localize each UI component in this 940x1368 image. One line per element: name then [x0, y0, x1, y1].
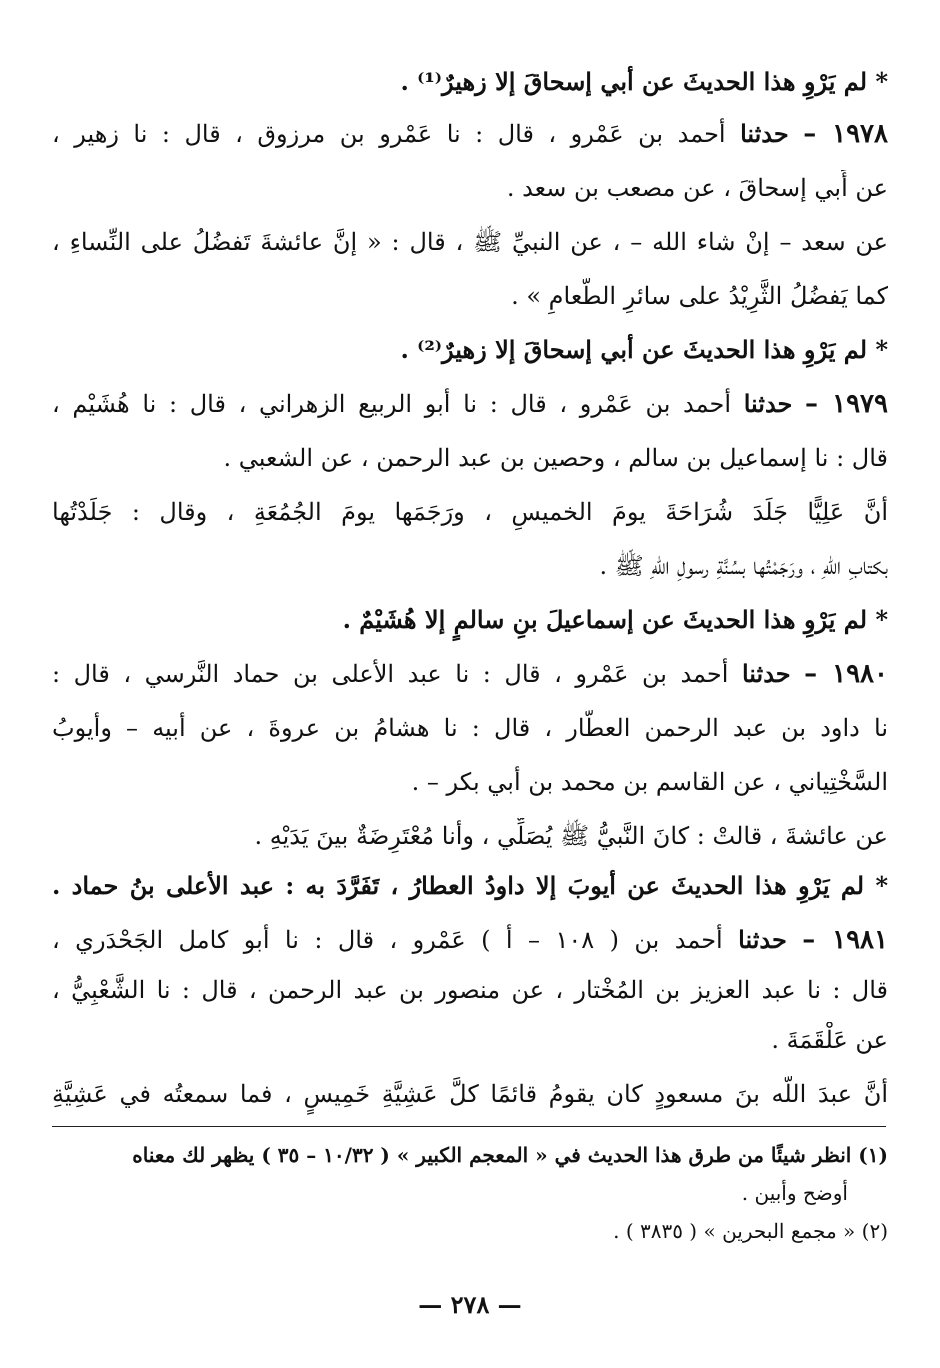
- text-line: قال : نا عبد العزيز بن المُخْتار ، عن منصور بن عبد الرحمن ، قال : نا الشَّعْبِيُّ ،: [52, 976, 888, 1004]
- hadith-number: ١٩٧٨ –: [803, 119, 888, 149]
- footnote-1: (١) انظر شيئًا من طرق هذا الحديث في « المعجم الكبير » ( ١٠/٣٢ – ٣٥ ) يظهر لك معناه: [132, 1143, 888, 1167]
- hadith-1979-line: [52, 386, 888, 426]
- hadith-1980-line: [52, 656, 888, 696]
- hadith-1981-line: [52, 922, 888, 962]
- hadith-text: أحمد بن عَمْرو ، قال : نا عَمْرو بن مرزوق ، قال : نا زهير ،: [52, 120, 726, 148]
- hadith-text: أحمد بن ( ١٠٨ – أ ) عَمْرو ، قال : نا أبو كامل الجَحْدَري ،: [52, 926, 723, 954]
- hadith-label: حدثنا: [738, 925, 787, 954]
- hadith-label: حدثنا: [741, 659, 791, 688]
- editor-note-line: * لم يَرْوِ هذا الحديثَ عن أيوبَ إلا داودُ العطارُ ، تَفَرَّدَ به : عبد الأعلى بنُ حماد .: [52, 871, 888, 900]
- editor-note-line: * لم يَرْوِ هذا الحديثَ عن إسماعيلَ بنِ سالمٍ إلا هُشَيْمٌ .: [342, 605, 888, 634]
- hadith-1978-line: [52, 116, 888, 156]
- text-line: قال : نا إسماعيل بن سالم ، وحصين بن عبد الرحمن ، عن الشعبي .: [223, 444, 888, 472]
- hadith-number: ١٩٧٩ –: [805, 389, 888, 419]
- footnote-1-continuation: أوضح وأبين .: [741, 1181, 848, 1205]
- footnote-2: (٢) « مجمع البحرين » ( ٣٨٣٥ ) .: [613, 1219, 888, 1243]
- text-line: كما يَفضُلُ الثَّرِيْدُ على سائرِ الطَّعامِ » .: [511, 282, 888, 310]
- hadith-label: حدثنا: [740, 119, 789, 148]
- text-line: نا داود بن عبد الرحمن العطَّار ، قال : نا هشامُ بن عروةَ ، عن أبيه – وأيوبُ: [52, 714, 888, 742]
- text-line: عن سعد – إنْ شاء الله – ، عن النبيِّ ﷺ ، قال : « إنَّ عائشةَ تَفضُلُ على النِّساءِ ،: [52, 228, 888, 256]
- page-number: — ٢٧٨ —: [418, 1290, 522, 1319]
- footnote-divider: [52, 1126, 886, 1127]
- hadith-number: ١٩٨١ –: [802, 925, 888, 955]
- text-line: عن عَلْقَمَةَ .: [771, 1026, 888, 1054]
- editor-note-line: * لم يَرْوِ هذا الحديثَ عن أبي إسحاقَ إلا زهيرٌ⁽¹⁾ .: [400, 67, 888, 96]
- text-line: بكتابِ اللّهِ ، ورَجَمْتُها بسُنَّةِ رسولِ اللّهِ ﷺ .: [599, 552, 888, 580]
- text-line: عن أَبي إسحاقَ ، عن مصعب بن سعد .: [506, 174, 888, 202]
- hadith-text: أحمد بن عَمْرو ، قال : نا عبد الأعلى بن حماد النَّرسي ، قال :: [52, 660, 729, 688]
- text-line: أنَّ عبدَ اللّه بنَ مسعودٍ كان يقومُ قائمًا كلَّ عَشِيَّةِ خَمِيسٍ ، فما سمعتُه في عَشِيَّةِ: [52, 1080, 888, 1108]
- hadith-number: ١٩٨٠ –: [804, 659, 888, 689]
- editor-note-line: * لم يَرْوِ هذا الحديثَ عن أبي إسحاقَ إلا زهيرٌ⁽²⁾ .: [400, 335, 888, 364]
- hadith-label: حدثنا: [743, 389, 793, 418]
- text-line: السَّخْتِياني ، عن القاسم بن محمد بن أبي بكر – .: [411, 768, 888, 796]
- hadith-text: أحمد بن عَمْرو ، قال : نا أبو الربيع الزهراني ، قال : نا هُشَيْم ،: [52, 390, 732, 418]
- text-line: أنَّ عَلِيًّا جَلَدَ شُرَاحَةَ يومَ الخميسِ ، ورَجَمَها يومَ الجُمُعَةِ ، وقال : جَلَدْتُها: [52, 498, 888, 526]
- text-line: عن عائشةَ ، قالتْ : كانَ النَّبيُّ ﷺ يُصَلِّي ، وأنا مُعْتَرِضَةٌ بينَ يَدَيْهِ .: [254, 822, 888, 850]
